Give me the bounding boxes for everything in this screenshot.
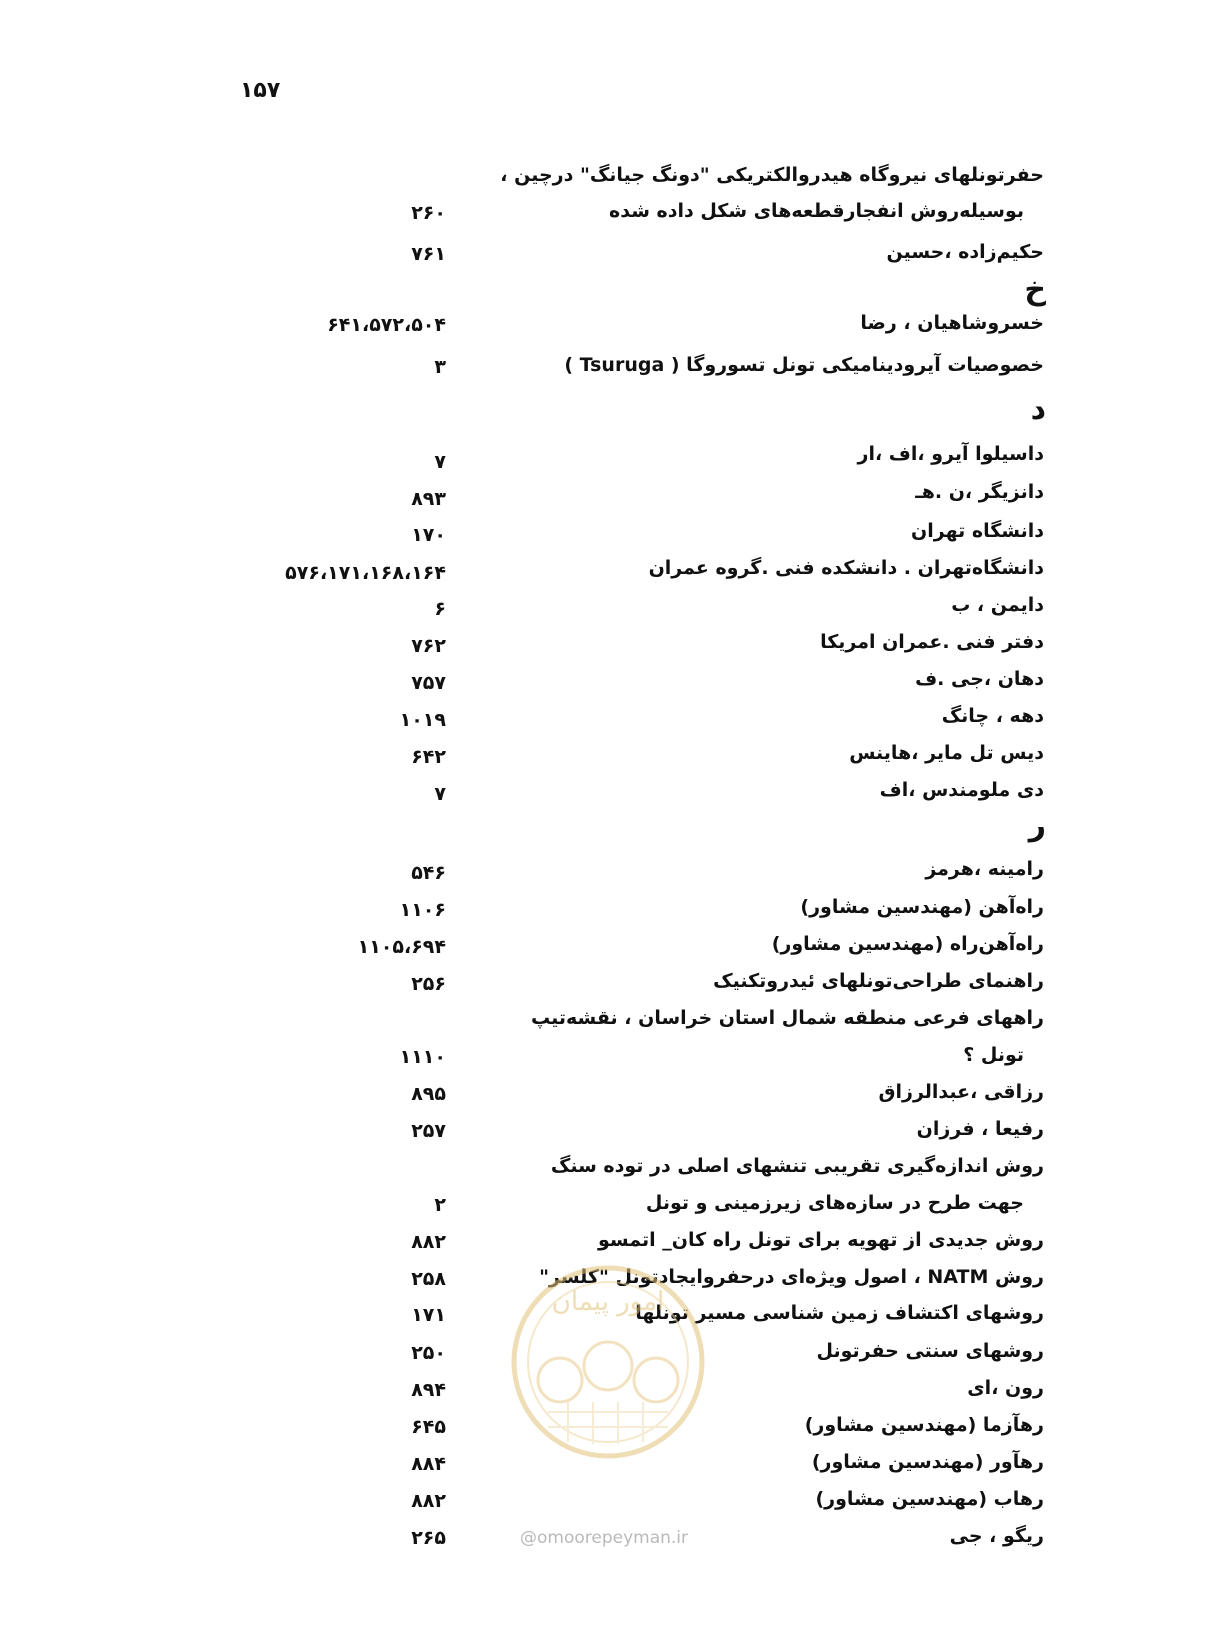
index-entry-pages: ۱۱۱۰	[399, 1046, 446, 1068]
index-entry-pages: ۷	[434, 451, 446, 473]
index-entry-pages: ۶۴۲	[411, 746, 446, 768]
index-entry-title: رهآور (مهندسین مشاور)	[811, 1451, 1044, 1473]
index-entry-pages: ۳	[434, 356, 446, 378]
index-entry-title: ریگو ، جی	[949, 1525, 1044, 1547]
index-entry-title: بوسیله‌روش انفجارقطعه‌های شکل داده شده	[609, 200, 1024, 222]
index-entry-title: حفرتونلهای نیروگاه هیدروالکتریکی "دونگ جیانگ" درچین ،	[500, 164, 1044, 186]
index-entry-title: رزاقی ،عبدالرزاق	[878, 1081, 1044, 1103]
index-entry-title: رهآزما (مهندسین مشاور)	[804, 1414, 1044, 1436]
index-entry-pages: ۲۵۸	[411, 1268, 446, 1290]
index-entry-title: رهاب (مهندسین مشاور)	[815, 1488, 1044, 1510]
index-entry-pages: ۲۵۶	[411, 973, 446, 995]
index-entry-title: خصوصیات آیرودینامیکی تونل تسوروگا ( Tsuruga )	[564, 354, 1044, 376]
index-entry-title: دانشگاه‌تهران . دانشکده فنی .گروه عمران	[648, 557, 1044, 579]
index-entry-pages: ۷	[434, 783, 446, 805]
letter-heading: ر	[1028, 808, 1046, 843]
index-entry-title: دهه ، چانگ	[941, 705, 1044, 727]
index-entry-pages: ۲۵۰	[411, 1342, 446, 1364]
index-entry-pages: ۸۸۲	[411, 1231, 446, 1253]
letter-heading: خ	[1024, 272, 1046, 307]
index-entry-pages: ۱۱۰۵،۶۹۴	[357, 936, 446, 958]
index-entry-title: رفیعا ، فرزان	[916, 1118, 1044, 1140]
watermark-url: @omoorepeyman.ir	[520, 1528, 689, 1548]
index-entry-pages: ۶۴۱،۵۷۲،۵۰۴	[327, 314, 446, 336]
index-entry-title: داسیلوا آیرو ،اف ،ار	[857, 443, 1044, 465]
index-entry-title: راهنمای طراحی‌تونلهای ئیدروتکنیک	[713, 970, 1044, 992]
index-entry-title: رون ،ای	[967, 1377, 1044, 1399]
index-entry-pages: ۵۷۶،۱۷۱،۱۶۸،۱۶۴	[285, 562, 446, 584]
index-entry-pages: ۱۱۰۶	[399, 899, 446, 921]
index-entry-pages: ۸۹۵	[411, 1083, 446, 1105]
index-entry-pages: ۸۸۲	[411, 1490, 446, 1512]
index-entry-title: روش اندازه‌گیری تقریبی تنشهای اصلی در توده سنگ	[550, 1155, 1044, 1177]
index-entry-title: دایمن ، ب	[951, 594, 1044, 616]
index-entry-pages: ۱۷۰	[411, 524, 446, 546]
index-entry-pages: ۷۶۲	[411, 635, 446, 657]
index-entry-pages: ۸۹۳	[411, 488, 446, 510]
index-entry-pages: ۶	[434, 598, 446, 620]
index-entry-pages: ۶۴۵	[411, 1416, 446, 1438]
index-entry-pages: ۲۵۷	[411, 1120, 446, 1142]
index-entry-pages: ۱۷۱	[411, 1304, 446, 1326]
index-entry-title: دهان ،جی .ف	[915, 668, 1044, 690]
index-entry-title: رامینه ،هرمز	[925, 858, 1044, 880]
index-entry-title: روش NATM ، اصول ویژه‌ای درحفروایجادتونل "کلسر"	[539, 1266, 1044, 1288]
index-entry-title: تونل ؟	[963, 1044, 1024, 1066]
index-entry-pages: ۲۶۰	[411, 202, 446, 224]
index-entry-pages: ۲۶۵	[411, 1527, 446, 1549]
index-entry-pages: ۸۹۴	[411, 1379, 446, 1401]
index-entry-title: دفتر فنی .عمران امریکا	[820, 631, 1044, 653]
index-entry-pages: ۷۵۷	[411, 672, 446, 694]
index-entry-title: روشهای سنتی حفرتونل	[816, 1340, 1044, 1362]
index-entry-title: دانشگاه تهران	[911, 520, 1044, 542]
index-entry-pages: ۱۰۱۹	[399, 709, 446, 731]
index-entry-title: جهت طرح در سازه‌های زیرزمینی و تونل	[645, 1192, 1024, 1214]
index-entry-pages: ۷۶۱	[411, 243, 446, 265]
index-entry-title: راه‌آهن (مهندسین مشاور)	[800, 896, 1044, 918]
index-entry-title: روشهای اکتشاف زمین شناسی مسیر تونلها	[635, 1302, 1044, 1324]
index-entry-pages: ۵۴۶	[411, 862, 446, 884]
watermark-logo	[508, 1262, 708, 1462]
index-entry-title: خسروشاهیان ، رضا	[860, 312, 1044, 334]
index-entry-title: حکیم‌زاده ،حسین	[886, 241, 1044, 263]
index-entry-title: دی ملومندس ،اف	[879, 779, 1044, 801]
letter-heading: د	[1030, 392, 1046, 427]
index-entry-title: راه‌آهن‌راه (مهندسین مشاور)	[771, 933, 1044, 955]
index-entry-pages: ۲	[434, 1194, 446, 1216]
index-entry-pages: ۸۸۴	[411, 1453, 446, 1475]
index-entry-title: راههای فرعی منطقه شمال استان خراسان ، نقشه‌تیپ	[531, 1007, 1044, 1029]
index-entry-title: دیس تل مایر ،هاینس	[849, 742, 1044, 764]
index-entry-title: دانزیگر ،ن .هـ	[915, 481, 1044, 503]
page-number: ۱۵۷	[240, 78, 281, 103]
watermark-logo-text: امور پیمان	[551, 1287, 665, 1317]
index-entry-title: روش جدیدی از تهویه برای تونل راه کان_ اتمسو	[598, 1229, 1044, 1251]
